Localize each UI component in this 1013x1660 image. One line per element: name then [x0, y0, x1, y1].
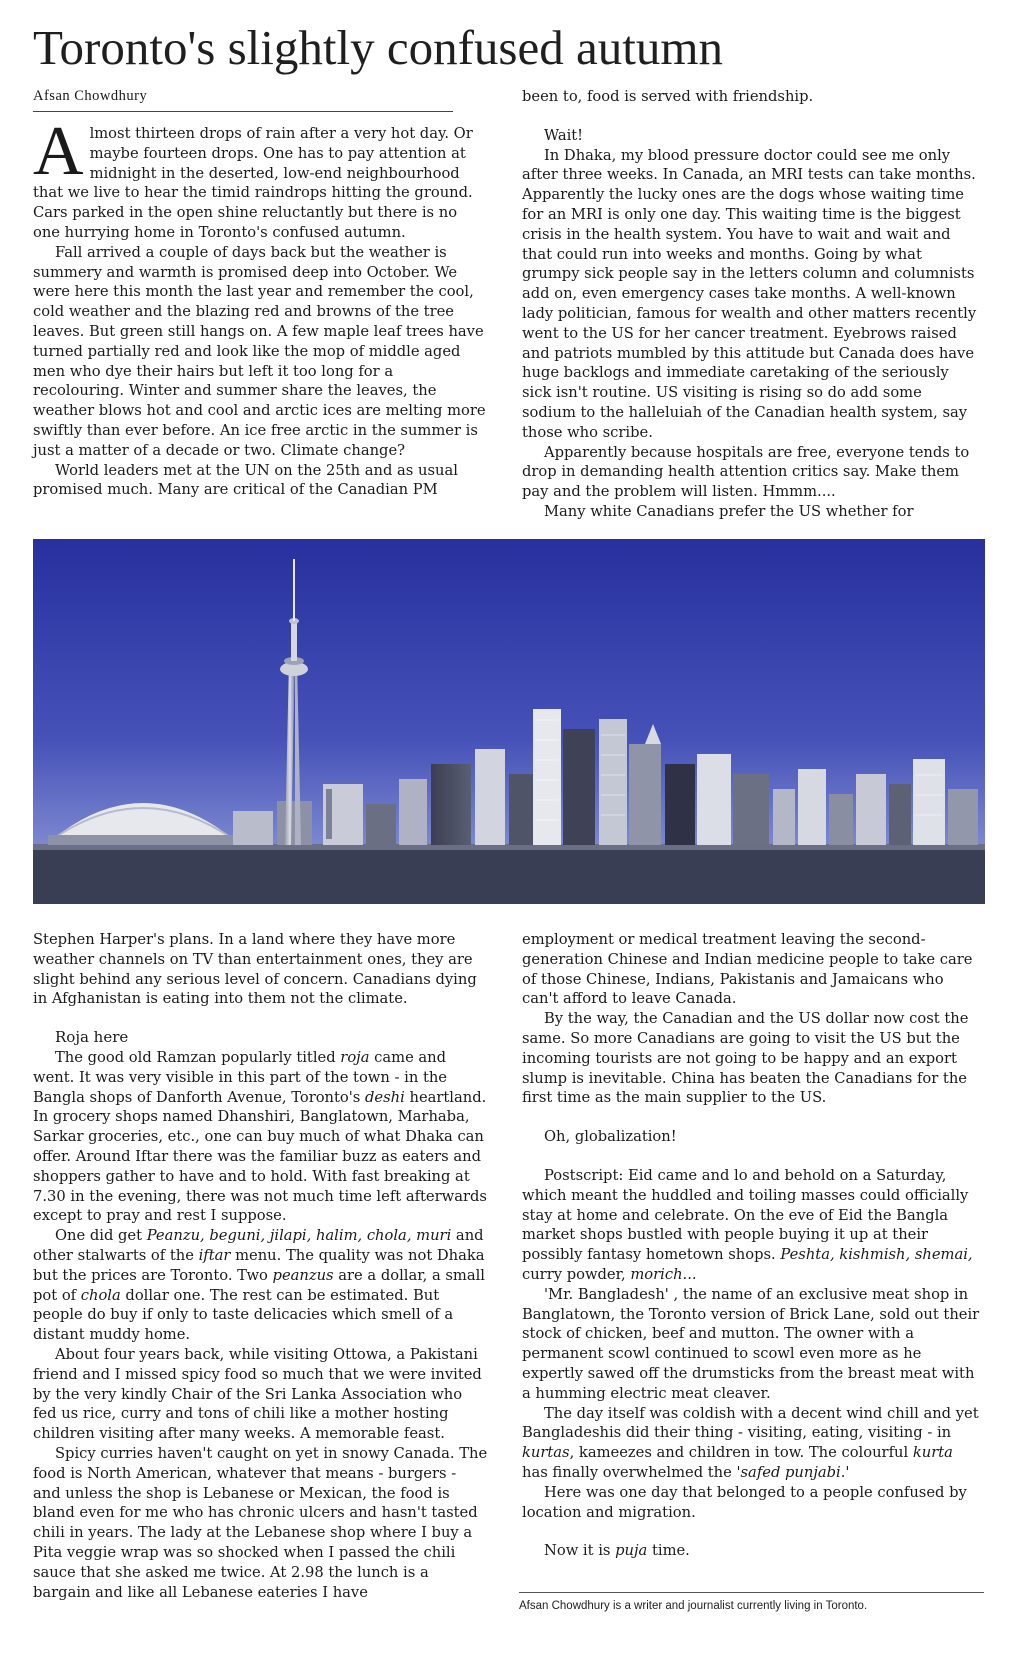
paragraph: By the way, the Canadian and the US dollar now cost the same. So more Canadians are going to visit the US but the incoming tourists are not going to be happy and an export slump is inevitable. China has beaten the Canadians for the first time as the main supplier to the US. — [522, 1010, 969, 1107]
author-byline: Afsan Chowdhury — [33, 88, 453, 112]
paragraph: Apparently because hospitals are free, everyone tends to drop in demanding health attention critics say. Make them pay and the problem will listen. Hmmm.... — [522, 443, 970, 501]
paragraph: World leaders met at the UN on the 25th and as usual promised much. Many are critical of the Canadian PM — [33, 461, 458, 499]
paragraph: The good old Ramzan popularly titled roja came and went. It was very visible in this part of the town - in the Bangla shops of Danforth Avenue, Toronto's deshi heartland. In grocery shops named Dhanshiri, Banglatown, Marhaba, Sarkar groceries, etc., one can buy much of what Dhaka can offer. Around Iftar there was the familiar buzz as eaters and shoppers gather to have and to hold. With fast breaking at 7.30 in the evening, there was not much time left afterwards except to pray and rest I suppose. — [33, 1048, 487, 1225]
paragraph: About four years back, while visiting Ottowa, a Pakistani friend and I missed spicy food so much that we were invited by the very kindly Chair of the Sri Lanka Association who fed us rice, curry and tons of chili like a mother hosting children visiting after many weeks. A memorable feast. — [33, 1345, 482, 1443]
column-1 — [33, 113, 488, 500]
paragraph: Wait! — [544, 126, 584, 144]
subheading: Roja here — [55, 1028, 129, 1047]
paragraph: In Dhaka, my blood pressure doctor could see me only after three weeks. In Canada, an MRI tests can take months. Apparently the lucky ones are the dogs whose waiting time for an MRI is only one day. This waiting time is the biggest crisis in the health system. You have to wait and wait and that could run into weeks and months. Going by what grumpy sick people say in the letters column and columnists add on, even emergency cases take months. A well-known lady politician, famous for wealth and other matters recently went to the US for her cancer treatment. Eyebrows raised and patriots mumbled by this attitude but Canada does have huge backlogs and immediate caretaking of the seriously sick isn't routine. US visiting is rising so do add some sodium to the halleluiah of the Canadian health system, say those who scribe. — [522, 146, 977, 441]
column-4 — [522, 930, 980, 1561]
paragraph: Fall arrived a couple of days back but the weather is summery and warmth is promised deep into October. We were here this month the last year and remember the cool, cold weather and the blazing red and browns of the tree leaves. But green still hangs on. A few maple leaf trees have turned partially red and look like the mop of middle aged men who dye their hairs but left it too long for a recolouring. Winter and summer share the leaves, the weather blows hot and cool and arctic ices are melting more swiftly than ever before. An ice free arctic in the summer is just a matter of a decade or two. Climate change? — [33, 243, 486, 459]
paragraph: Almost thirteen drops of rain after a very hot day. Or maybe fourteen drops. One has to pay attention at midnight in the deserted, low-end neighbourhood that we live to hear the timid raindrops hitting the ground. Cars parked in the open shine reluctantly but there is no one hurrying home in Toronto's confused autumn. — [33, 113, 473, 241]
paragraph: The day itself was coldish with a decent wind chill and yet Bangladeshis did their thing - visiting, eating, visiting - in kurtas, kameezes and children in tow. The colourful kurta has finally overwhelmed the 'safed punjabi.' — [522, 1404, 979, 1481]
paragraph: Stephen Harper's plans. In a land where they have more weather channels on TV than entertainment ones, they are slight behind any serious level of concern. Canadians dying in Afghanistan is eating into them not the climate. — [33, 931, 477, 1008]
bio-divider — [519, 1592, 984, 1593]
paragraph: employment or medical treatment leaving the second-generation Chinese and Indian medicine people to take care of those Chinese, Indians, Pakistanis and Jamaicans who can't afford to leave Canada. — [522, 931, 973, 1008]
paragraph: 'Mr. Bangladesh' , the name of an exclusive meat shop in Banglatown, the Toronto version of Brick Lane, sold out their stock of chicken, beef and mutton. The owner with a permanent scowl continued to scowl even more as he expertly sawed off the drumsticks from the breast meat with a humming electric meat cleaver. — [522, 1285, 980, 1402]
paragraph: Postscript: Eid came and lo and behold on a Saturday, which meant the huddled and toiling masses could officially stay at home and celebrate. On the eve of Eid the Bangla market shops bustled with people buying it up at their possibly fantasy hometown shops. Peshta, kishmish, shemai, curry powder, morich... — [522, 1166, 973, 1283]
column-3 — [33, 930, 488, 1602]
paragraph: Now it is puja time. — [544, 1542, 690, 1560]
paragraph: been to, food is served with friendship. — [522, 88, 814, 105]
paragraph: Oh, globalization! — [544, 1128, 677, 1146]
author-bio: Afsan Chowdhury is a writer and journalist currently living in Toronto. — [519, 1600, 868, 1612]
paragraph: Many white Canadians prefer the US whether for — [544, 502, 914, 520]
paragraph: Spicy curries haven't caught on yet in snowy Canada. The food is North American, whatever that means - burgers - and unless the shop is Lebanese or Mexican, the food is bland even for me who has chronic ulcers and hasn't tasted chili in years. The lady at the Lebanese shop where I buy a Pita veggie wrap was so shocked when I passed the chili sauce that she asked me twice. At 2.98 the lunch is a bargain and like all Lebanese eateries I have — [33, 1444, 488, 1601]
column-2 — [522, 87, 980, 522]
paragraph: One did get Peanzu, beguni, jilapi, halim, chola, muri and other stalwarts of the iftar menu. The quality was not Dhaka but the prices are Toronto. Two peanzus are a dollar, a small pot of chola dollar one. The rest can be estimated. But people do buy if only to taste delicacies which smell of a distant muddy home. — [33, 1227, 486, 1344]
article-title: Toronto's slightly confused autumn — [33, 20, 723, 75]
drop-cap: A — [33, 113, 84, 190]
paragraph: Here was one day that belonged to a people confused by location and migration. — [522, 1483, 967, 1521]
toronto-skyline-photo — [33, 539, 985, 904]
